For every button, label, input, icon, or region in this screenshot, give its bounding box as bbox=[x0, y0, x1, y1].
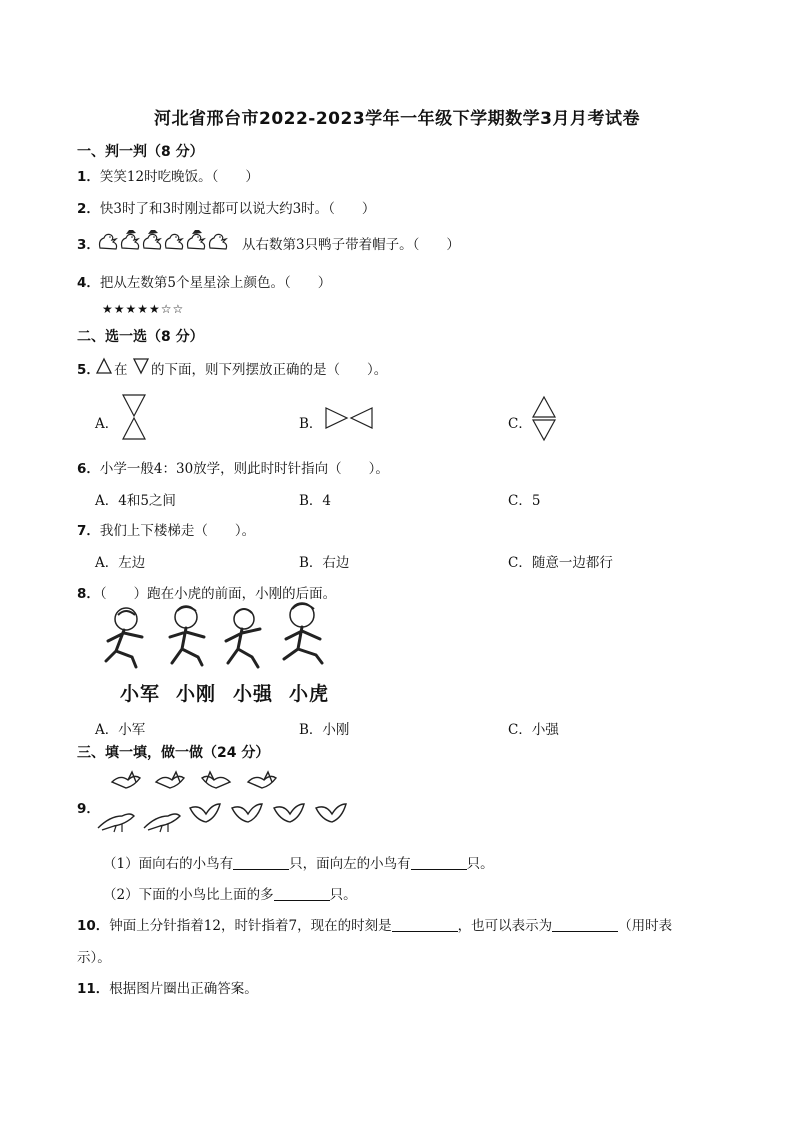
question-9-sub-2 bbox=[103, 883, 357, 903]
bird-icon bbox=[144, 814, 180, 832]
option-a[interactable]: A． bbox=[95, 416, 119, 432]
ducks-image bbox=[96, 230, 236, 254]
question-text: 我们上下楼梯走（ ）。 bbox=[99, 523, 256, 539]
question-2 bbox=[77, 197, 375, 217]
duck-icon bbox=[166, 234, 183, 249]
question-9-sub-1 bbox=[103, 852, 494, 872]
question-text: 快3时了和3时刚过都可以说大约3时。（ ） bbox=[99, 201, 376, 217]
question-11 bbox=[77, 977, 258, 997]
question-number: 6． bbox=[77, 461, 100, 477]
option-a[interactable]: A．小军 bbox=[95, 722, 146, 738]
sub-2-text-a: （2）下面的小鸟比上面的多 bbox=[103, 887, 274, 903]
question-1 bbox=[77, 165, 259, 185]
bird-icon bbox=[248, 772, 276, 788]
question-number: 2． bbox=[77, 201, 100, 217]
option-c[interactable]: C． bbox=[508, 416, 532, 432]
answer-blank[interactable] bbox=[233, 855, 289, 870]
question-text-c: （用时表 bbox=[618, 918, 673, 934]
sub-1-text-a: （1）面向右的小鸟有 bbox=[103, 856, 234, 872]
option-a[interactable]: A．左边 bbox=[95, 555, 146, 571]
duck-icon bbox=[100, 234, 117, 249]
question-text: 小学一般4：30放学，则此时时针指向（ ）。 bbox=[99, 461, 389, 477]
section-2-heading: 二、选一选（8 分） bbox=[77, 329, 204, 345]
question-4 bbox=[77, 271, 331, 291]
question-text: 根据图片圈出正确答案。 bbox=[109, 981, 258, 997]
running-child-icon bbox=[226, 609, 260, 667]
child-name-4: 小虎 bbox=[289, 683, 330, 705]
triangle-up-icon bbox=[96, 358, 112, 374]
running-children-image bbox=[102, 603, 342, 673]
section-3-heading: 三、填一填，做一做（24 分） bbox=[77, 745, 270, 761]
bird-icon bbox=[190, 804, 220, 822]
question-number: 1． bbox=[77, 169, 100, 185]
sub-1-text-c: 只。 bbox=[466, 856, 494, 872]
running-child-icon bbox=[106, 608, 142, 667]
option-c[interactable]: C．小强 bbox=[508, 722, 559, 738]
option-a-image bbox=[122, 394, 146, 440]
bird-icon bbox=[202, 772, 230, 788]
question-text-b: ，也可以表示为 bbox=[457, 918, 553, 934]
option-b[interactable]: B． bbox=[299, 416, 323, 432]
section-1-heading: 一、判一判（8 分） bbox=[77, 144, 204, 160]
question-number: 3． bbox=[77, 237, 100, 253]
bird-icon bbox=[232, 804, 262, 822]
question-10-continued: 示）。 bbox=[77, 950, 111, 966]
option-b[interactable]: B．右边 bbox=[299, 555, 350, 571]
triangle-down-icon bbox=[133, 358, 149, 374]
question-number: 8． bbox=[77, 586, 100, 602]
question-text: 笑笑12时吃晚饭。（ ） bbox=[99, 169, 259, 185]
question-text: （ ）跑在小虎的前面，小刚的后面。 bbox=[99, 586, 337, 602]
question-5-text-a: 在 bbox=[114, 362, 128, 378]
question-text-a: 钟面上分针指着12，时针指着7，现在的时刻是 bbox=[109, 918, 392, 934]
sub-1-text-b: 只，面向左的小鸟有 bbox=[289, 856, 411, 872]
question-5-text-b: 的下面，则下列摆放正确的是（ ）。 bbox=[151, 362, 388, 378]
option-b[interactable]: B．4 bbox=[299, 493, 332, 509]
question-number: 4． bbox=[77, 275, 100, 291]
question-number: 10． bbox=[77, 918, 110, 934]
answer-blank[interactable] bbox=[392, 917, 458, 932]
child-name-3: 小强 bbox=[233, 683, 274, 705]
child-name-1: 小军 bbox=[120, 683, 161, 705]
option-a[interactable]: A．4和5之间 bbox=[95, 493, 176, 509]
question-number: 9． bbox=[77, 801, 100, 817]
duck-icon bbox=[210, 234, 227, 249]
running-child-icon bbox=[170, 606, 204, 665]
question-8 bbox=[77, 582, 336, 602]
running-child-icon bbox=[284, 603, 322, 663]
question-3-text: 从右数第3只鸭子带着帽子。（ ） bbox=[242, 237, 460, 253]
question-number: 11． bbox=[77, 981, 110, 997]
question-6 bbox=[77, 457, 389, 477]
option-c[interactable]: C．5 bbox=[508, 493, 541, 509]
bird-icon bbox=[316, 804, 346, 822]
child-name-2: 小刚 bbox=[176, 683, 217, 705]
answer-blank[interactable] bbox=[411, 855, 467, 870]
bird-icon bbox=[112, 772, 140, 788]
duck-with-hat-icon bbox=[122, 230, 139, 249]
bird-icon bbox=[274, 804, 304, 822]
page-title: 河北省邢台市2022-2023学年一年级下学期数学3月月考试卷 bbox=[153, 109, 640, 129]
option-c[interactable]: C．随意一边都行 bbox=[508, 555, 613, 571]
option-c-image bbox=[532, 396, 556, 442]
stars-row: ★★★★★☆☆ bbox=[102, 302, 185, 316]
question-text: 把从左数第5个星星涂上颜色。（ ） bbox=[99, 275, 332, 291]
question-number: 5． bbox=[77, 362, 100, 378]
question-number: 7． bbox=[77, 523, 100, 539]
question-10 bbox=[77, 914, 672, 934]
question-7 bbox=[77, 519, 255, 539]
sub-2-text-b: 只。 bbox=[329, 887, 357, 903]
option-b-image bbox=[325, 407, 373, 429]
duck-with-hat-icon bbox=[188, 230, 205, 249]
birds-image bbox=[96, 768, 356, 834]
bird-icon bbox=[98, 814, 134, 832]
answer-blank[interactable] bbox=[274, 886, 330, 901]
answer-blank[interactable] bbox=[552, 917, 618, 932]
option-b[interactable]: B．小刚 bbox=[299, 722, 350, 738]
duck-with-hat-icon bbox=[144, 230, 161, 249]
bird-icon bbox=[156, 772, 184, 788]
